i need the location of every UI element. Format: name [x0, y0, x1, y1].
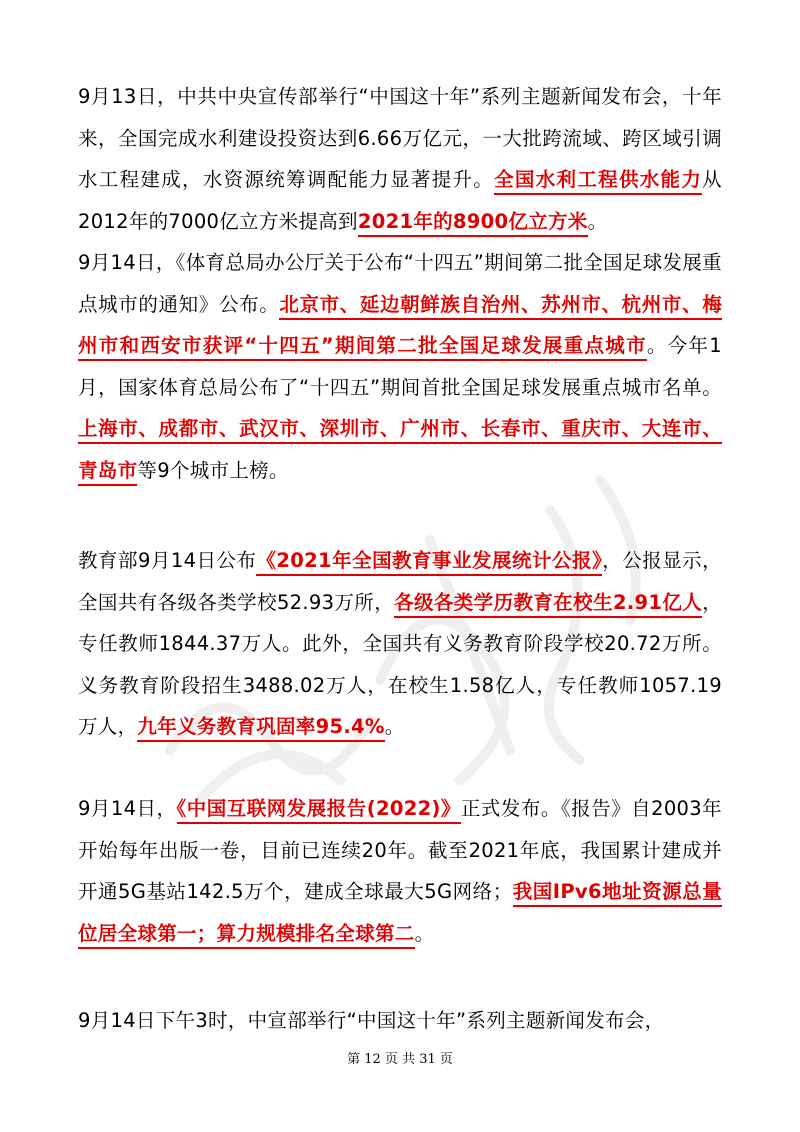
highlighted-text: 北京市、延边朝鲜族自治州、苏州市、杭州市、梅州市和西安市获评“十四五”期间第二批全国足球发展重点城市 — [78, 293, 722, 362]
highlighted-text: 上海市、成都市、武汉市、深圳市、广州市、长春市、重庆市、大连市、青岛市 — [78, 417, 722, 486]
body-text: 。 — [414, 921, 435, 945]
highlighted-text: 各级各类学历教育在校生2.91亿人 — [394, 591, 702, 618]
highlighted-text: 2021年的8900亿立方米 — [358, 210, 588, 237]
body-text: 。今年1月，国家体育总局公布了“十四五”期间首批全国足球发展重点城市名单。 — [78, 334, 722, 399]
highlighted-text: 九年义务教育巩固率95.4% — [137, 715, 384, 742]
paragraph-football-cities — [78, 242, 722, 491]
highlighted-text: 《中国互联网发展报告(2022)》 — [177, 797, 461, 824]
body-text: ，专任教师1844.37万人。此外，全国共有义务教育阶段学校20.72万所。义务教育阶段招生3488.02万人，在校生1.58亿人，专任教师1057.19万人， — [78, 590, 722, 738]
body-text: 等9个城市上榜。 — [137, 458, 289, 482]
body-text: 。 — [384, 715, 405, 738]
paragraph-press-conference — [78, 1000, 722, 1042]
body-text: 9月14日下午3时，中宣部举行“中国这十年”系列主题新闻发布会， — [78, 1009, 665, 1032]
body-text: 正式发布。《报告》自2003年开始每年出版一卷，目前已连续20年。截至2021年底，我国累计建成并开通5G基站142.5万个，建成全球最大5G网络； — [78, 797, 722, 903]
body-text: ，公报显示，全国共有各级各类学校52.93万所， — [78, 549, 722, 614]
highlighted-text: 全国水利工程供水能力 — [494, 168, 702, 195]
body-text: 9月13日，中共中央宣传部举行“中国这十年”系列主题新闻发布会，十年来，全国完成水利建设投资达到6.66万亿元，一大批跨流域、跨区域引调水工程建成，水资源统筹调配能力显著提升。 — [78, 85, 722, 191]
body-text: 9月14日， — [78, 797, 177, 820]
page-footer: 第 12 页 共 31 页 — [347, 1052, 453, 1067]
highlighted-text: 我国IPv6地址资源总量位居全球第一；算力规模排名全球第二 — [78, 880, 722, 949]
highlighted-text: 《2021年全国教育事业发展统计公报》 — [256, 549, 602, 576]
body-text: 9月14日，《体育总局办公厅关于公布“十四五”期间第二批全国足球发展重点城市的通知》公布。 — [78, 251, 722, 316]
body-text: 教育部9月14日公布 — [78, 549, 257, 572]
paragraph-water-conservancy — [78, 76, 722, 242]
paragraph-internet-report — [78, 788, 722, 954]
paragraph-education-statistics — [78, 540, 722, 748]
body-text: 从2012年的7000亿立方米提高到 — [78, 168, 722, 233]
body-text: 。 — [587, 209, 608, 233]
